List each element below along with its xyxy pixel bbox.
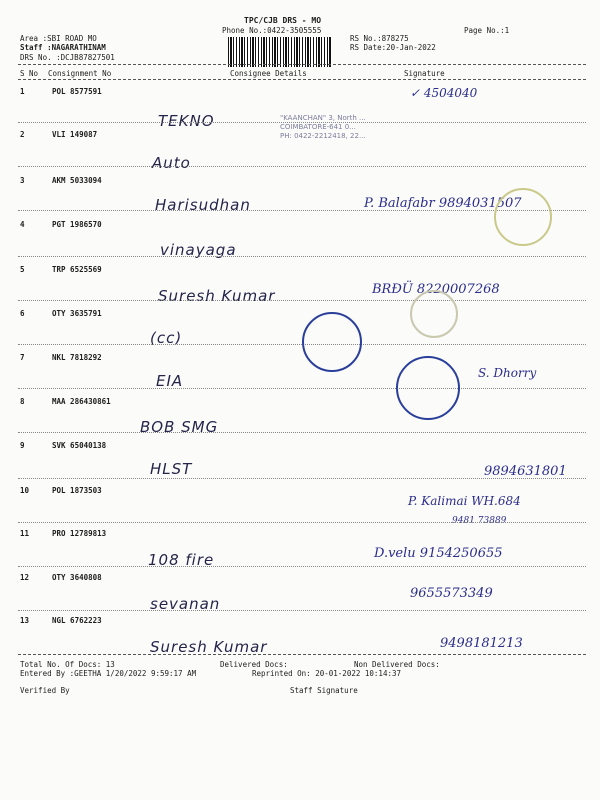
area-label: Area :SBI ROAD MO	[20, 34, 97, 43]
row-consignee: HLST	[150, 460, 193, 478]
row-consignment: MAA 286430861	[52, 397, 111, 406]
row-sno: 1	[20, 87, 25, 96]
row-consignee: sevanan	[150, 595, 221, 613]
rs-date: RS Date:20-Jan-2022	[350, 43, 436, 52]
row-signature: 9498181213	[440, 636, 523, 651]
row-signature: ✓ 4504040	[410, 86, 478, 100]
round-stamp	[494, 188, 552, 246]
row-consignment: TRP 6525569	[52, 265, 102, 274]
row-consignee: Suresh Kumar	[158, 287, 276, 305]
row-signature: P. Kalimai WH.684	[408, 494, 521, 508]
row-consignee: (cc)	[150, 329, 183, 347]
delivered-docs: Delivered Docs:	[220, 660, 288, 669]
row-sno: 4	[20, 220, 25, 229]
barcode	[228, 37, 332, 67]
rs-number: RS No.:878275	[350, 34, 409, 43]
drs-number: DRS No. :DCJB87827501	[20, 53, 115, 62]
stamp-line: COIMBATORE-641 0...	[280, 123, 356, 131]
row-consignee: EIA	[156, 372, 184, 390]
row-consignment: POL 8577591	[52, 87, 102, 96]
row-consignment: NGL 6762223	[52, 616, 102, 625]
phone-number: Phone No.:0422-3505555	[222, 26, 322, 35]
row-consignee: 108 fire	[148, 551, 215, 569]
col-sno: S No	[20, 69, 39, 78]
stamp-line: PH: 0422-2212418, 22...	[280, 132, 366, 140]
row-sno: 9	[20, 441, 25, 450]
row-signature: 9655573349	[410, 586, 493, 601]
divider	[18, 166, 586, 167]
row-sno: 8	[20, 397, 25, 406]
company-stamp	[280, 114, 366, 141]
col-signature: Signature	[404, 69, 445, 78]
verified-by: Verified By	[20, 686, 70, 695]
row-consignee: Harisudhan	[155, 196, 251, 214]
row-signature: S. Dhorry	[478, 366, 537, 380]
row-signature: P. Balafabr 9894031507	[364, 196, 522, 211]
row-consignee: vinayaga	[160, 241, 237, 259]
non-delivered-docs: Non Delivered Docs:	[354, 660, 440, 669]
document-title: TPC/CJB DRS - MO	[244, 16, 322, 25]
row-signature: 9894631801	[484, 464, 567, 479]
row-sno: 3	[20, 176, 25, 185]
row-consignee: Suresh Kumar	[150, 638, 268, 656]
divider	[18, 478, 586, 479]
row-consignment: PRO 12789813	[52, 529, 107, 538]
row-sno: 2	[20, 130, 25, 139]
divider	[18, 610, 586, 611]
col-consignee: Consignee Details	[230, 69, 307, 78]
divider	[18, 566, 586, 567]
row-consignment: POL 1873503	[52, 486, 102, 495]
row-signature: BRÐÜ 8220007268	[372, 282, 500, 297]
round-stamp	[396, 356, 460, 420]
staff-label: Staff :NAGARATHINAM	[20, 43, 106, 52]
col-consignment: Consignment No	[48, 69, 112, 78]
row-sno: 11	[20, 529, 30, 538]
row-consignment: SVK 65040138	[52, 441, 107, 450]
divider	[18, 64, 586, 65]
staff-signature: Staff Signature	[290, 686, 358, 695]
divider	[18, 432, 586, 433]
row-consignee: Auto	[152, 154, 191, 172]
page-number: Page No.:1	[464, 26, 510, 35]
divider	[18, 256, 586, 257]
row-consignment: OTY 3640808	[52, 573, 102, 582]
row-consignment: AKM 5033094	[52, 176, 102, 185]
round-stamp	[302, 312, 362, 372]
row-sno: 12	[20, 573, 30, 582]
row-consignment: PGT 1986570	[52, 220, 102, 229]
row-consignee: TEKNO	[158, 112, 215, 130]
row-consignment: VLI 149087	[52, 130, 98, 139]
divider	[18, 79, 586, 80]
row-signature: D.velu 9154250655	[374, 546, 503, 561]
row-sno: 13	[20, 616, 30, 625]
reprinted-on: Reprinted On: 20-01-2022 10:14:37	[252, 669, 402, 678]
round-stamp	[410, 290, 458, 338]
row-sno: 6	[20, 309, 25, 318]
divider	[18, 300, 586, 301]
total-docs: Total No. Of Docs: 13	[20, 660, 115, 669]
entered-by: Entered By :GEETHA 1/20/2022 9:59:17 AM	[20, 669, 197, 678]
stamp-line: "KAANCHAN" 3, North ...	[280, 114, 366, 122]
row-sno: 10	[20, 486, 30, 495]
row-sno: 5	[20, 265, 25, 274]
written-phone: 9481 73889	[452, 516, 507, 526]
divider	[18, 522, 586, 523]
row-consignment: OTY 3635791	[52, 309, 102, 318]
row-consignment: NKL 7818292	[52, 353, 102, 362]
divider	[18, 388, 586, 389]
row-consignee: BOB SMG	[140, 418, 219, 436]
row-sno: 7	[20, 353, 25, 362]
divider	[18, 654, 586, 655]
